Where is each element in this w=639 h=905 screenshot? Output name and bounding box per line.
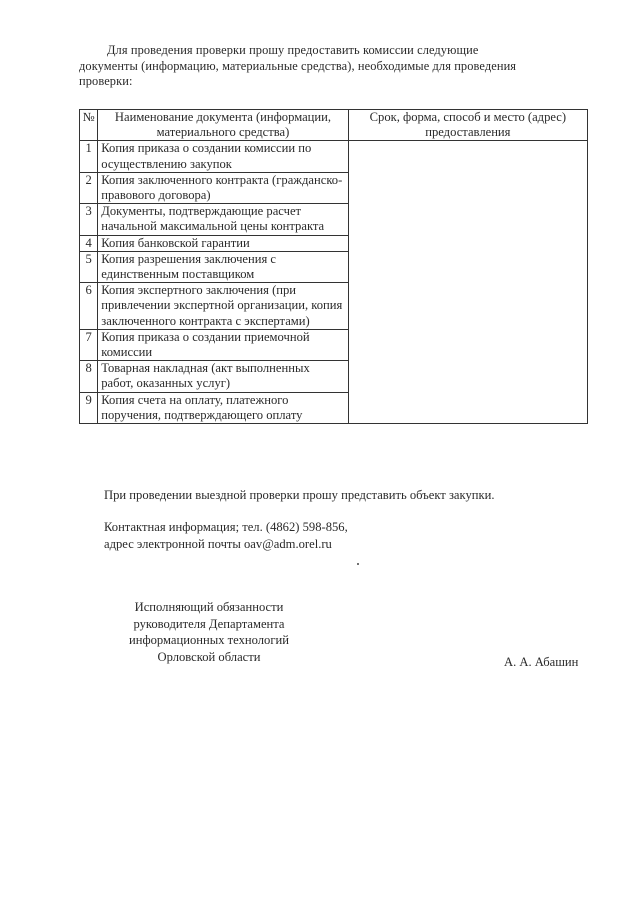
contact-email-line: адрес электронной почты oav@adm.orel.ru xyxy=(104,537,332,551)
signer-name: А. А. Абашин xyxy=(504,655,579,669)
row-term xyxy=(348,204,587,235)
table-row xyxy=(80,329,588,360)
row-document-name: Копия банковской гарантии xyxy=(98,235,348,251)
signer-title-line: Исполняющий обязанности xyxy=(134,600,284,614)
row-number: 2 xyxy=(80,172,98,203)
contact-phone-line: Контактная информация; тел. (4862) 598-856, xyxy=(104,520,348,534)
row-term xyxy=(348,392,587,423)
table-row xyxy=(80,172,588,203)
table-row xyxy=(80,361,588,392)
intro-line: документы (информацию, материальные средства), необходимые для проведения xyxy=(79,58,517,73)
row-number: 1 xyxy=(80,141,98,172)
intro-line: Для проведения проверки прошу предоставить комиссии следующие xyxy=(107,43,479,57)
table-row xyxy=(80,141,588,172)
header-number: № xyxy=(80,110,98,141)
row-term xyxy=(348,141,587,172)
stray-dot xyxy=(357,563,359,565)
row-document-name: Копия приказа о создании приемочной комиссии xyxy=(98,329,348,360)
contact-info xyxy=(104,519,348,553)
header-name: Наименование документа (информации, материального средства) xyxy=(98,110,348,141)
row-term xyxy=(348,283,587,330)
row-number: 5 xyxy=(80,251,98,282)
row-number: 3 xyxy=(80,204,98,235)
signer-title-line: Орловской области xyxy=(157,649,261,664)
table-row xyxy=(80,392,588,423)
row-document-name: Копия разрешения заключения с единственным поставщиком xyxy=(98,251,348,282)
row-document-name: Товарная накладная (акт выполненных работ, оказанных услуг) xyxy=(98,361,348,392)
row-term xyxy=(348,172,587,203)
row-document-name: Документы, подтверждающие расчет начальной максимальной цены контракта xyxy=(98,204,348,235)
table-header-row xyxy=(80,110,588,141)
row-number: 6 xyxy=(80,283,98,330)
intro-line: проверки: xyxy=(79,74,133,88)
table-row xyxy=(80,235,588,251)
row-document-name: Копия счета на оплату, платежного поручения, подтверждающего оплату xyxy=(98,392,348,423)
row-term xyxy=(348,251,587,282)
row-number: 4 xyxy=(80,235,98,251)
row-document-name: Копия экспертного заключения (при привлечении экспертной организации, копия заключенного контракта с экспертами) xyxy=(98,283,348,330)
table-row xyxy=(80,204,588,235)
onsite-inspection-note: При проведении выездной проверки прошу представить объект закупки. xyxy=(104,488,495,502)
row-number: 8 xyxy=(80,361,98,392)
row-document-name: Копия приказа о создании комиссии по осуществлению закупок xyxy=(98,141,348,172)
row-number: 7 xyxy=(80,329,98,360)
table-row xyxy=(80,251,588,282)
documents-table xyxy=(79,109,588,424)
signer-title-line: информационных технологий xyxy=(129,633,289,647)
signer-title-line: руководителя Департамента xyxy=(133,616,285,631)
row-term xyxy=(348,329,587,360)
row-term xyxy=(348,361,587,392)
table-row xyxy=(80,283,588,330)
row-term xyxy=(348,235,587,251)
header-term: Срок, форма, способ и место (адрес) предоставления xyxy=(348,110,587,141)
row-document-name: Копия заключенного контракта (гражданско-правового договора) xyxy=(98,172,348,203)
signer-title xyxy=(104,599,314,665)
intro-paragraph xyxy=(79,43,589,90)
row-number: 9 xyxy=(80,392,98,423)
